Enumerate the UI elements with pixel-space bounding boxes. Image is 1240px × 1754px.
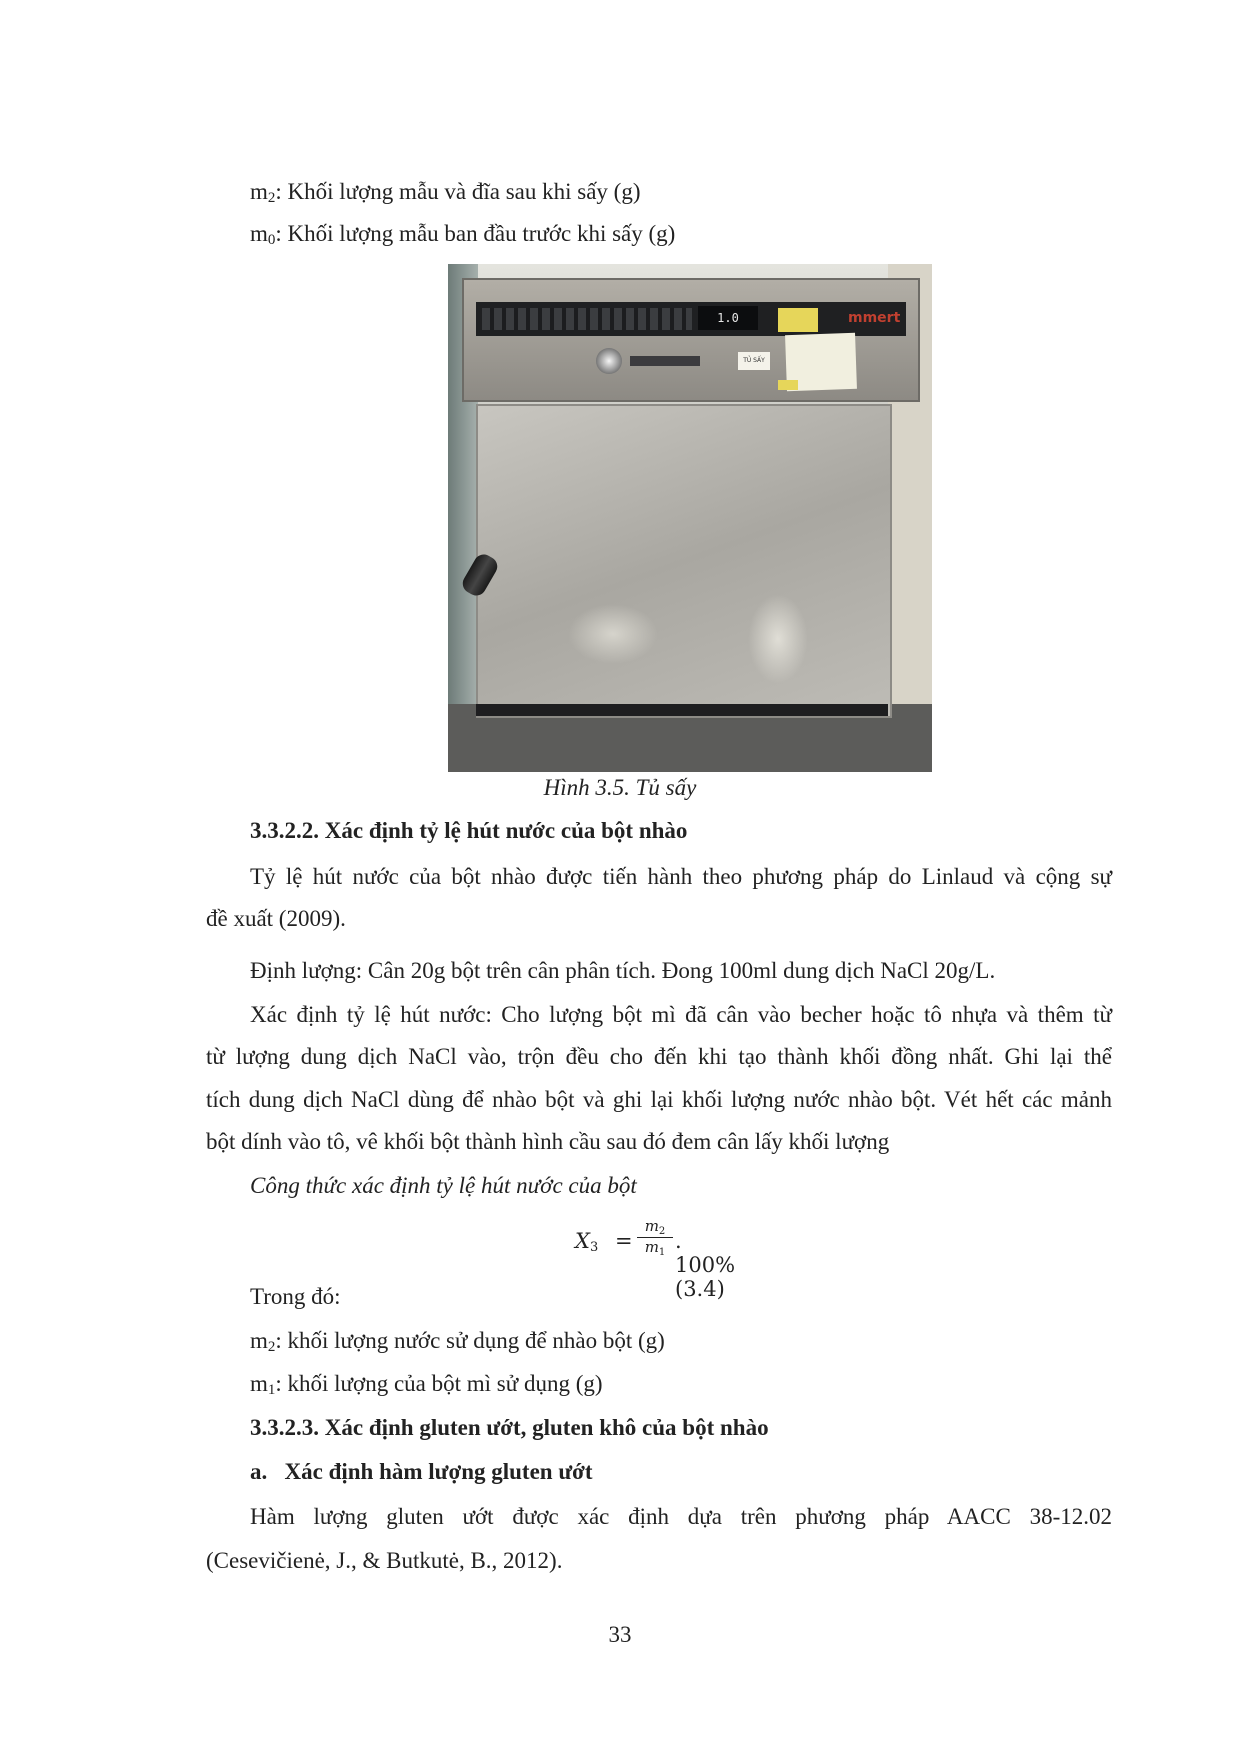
m1-definition: $m_1$: khối lượng của bột mì sử dụng (g) bbox=[250, 1371, 603, 1398]
paragraph-line: tích dung dịch NaCl dùng để nhào bột và ghi lại khối lượng nước nhào bột. Vét hết các mảnh bbox=[206, 1087, 1112, 1112]
oven-knob bbox=[596, 348, 622, 374]
m2-definition: $m_2$: Khối lượng mẫu và đĩa sau khi sấy (g) bbox=[250, 179, 641, 206]
oven-label: TỦ SẤY bbox=[738, 352, 770, 370]
paragraph-line: Tỷ lệ hút nước của bột nhào được tiến hành theo phương pháp do Linlaud và cộng sự bbox=[250, 864, 1112, 889]
oven-photo bbox=[448, 264, 932, 772]
subsection-heading-a: a. Xác định hàm lượng gluten ướt bbox=[250, 1459, 593, 1484]
formula-intro: Công thức xác định tỷ lệ hút nước của bột bbox=[250, 1173, 637, 1198]
section-heading-3222: 3.3.2.2. Xác định tỷ lệ hút nước của bột nhào bbox=[250, 818, 688, 843]
paragraph-line: Hàm lượng gluten ướt được xác định dựa trên phương pháp AACC 38-12.02 bbox=[250, 1504, 1112, 1529]
paragraph-line: bột dính vào tô, vê khối bột thành hình cầu sau đó đem cân lấy khối lượng bbox=[206, 1129, 890, 1154]
paragraph-line: đề xuất (2009). bbox=[206, 906, 346, 931]
section-heading-3223: 3.3.2.3. Xác định gluten ướt, gluten khô của bột nhào bbox=[250, 1415, 769, 1440]
formula-fraction: $\frac{m_2}{m_1}$ bbox=[637, 1217, 673, 1258]
paragraph-line: (Cesevičienė, J., & Butkutė, B., 2012). bbox=[206, 1548, 563, 1573]
m0-definition: $m_0$: Khối lượng mẫu ban đầu trước khi sấy (g) bbox=[250, 221, 676, 248]
paragraph-line: Xác định tỷ lệ hút nước: Cho lượng bột mì đã cân vào becher hoặc tô nhựa và thêm từ bbox=[250, 1002, 1112, 1027]
where-label: Trong đó: bbox=[250, 1284, 341, 1309]
figure-caption: Hình 3.5. Tủ sấy bbox=[543, 775, 697, 800]
paragraph-line: từ lượng dung dịch NaCl vào, trộn đều cho đến khi tạo thành khối đồng nhất. Ghi lại thể bbox=[206, 1044, 1112, 1069]
page-number: 33 bbox=[608, 1622, 632, 1647]
oven-brand: mmert bbox=[848, 310, 901, 326]
m2-definition-2: $m_2$: khối lượng nước sử dụng để nhào bột (g) bbox=[250, 1328, 665, 1355]
oven-display: 1.0 bbox=[698, 306, 758, 330]
oven-door bbox=[476, 404, 892, 718]
paragraph-line: Định lượng: Cân 20g bột trên cân phân tích. Đong 100ml dung dịch NaCl 20g/L. bbox=[250, 958, 996, 983]
